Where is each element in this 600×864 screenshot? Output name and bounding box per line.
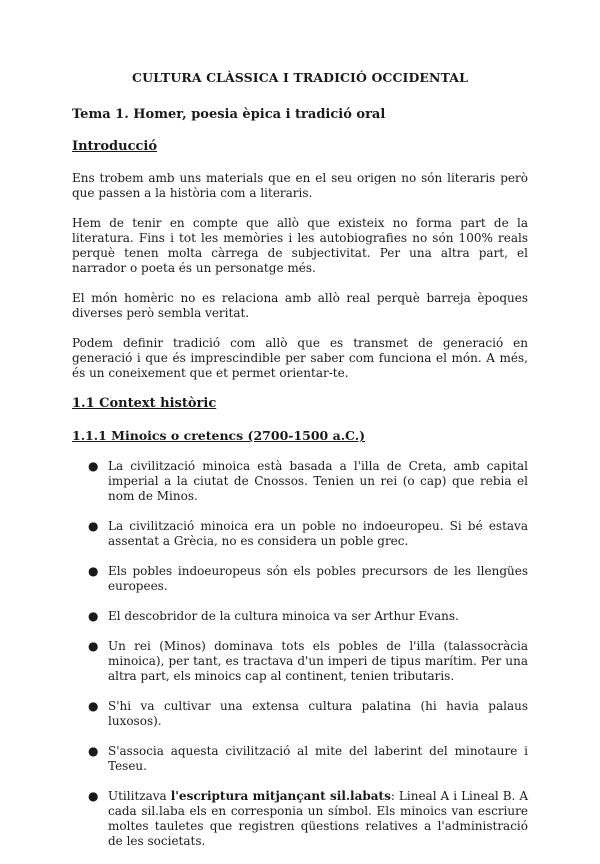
list-item-text: Els pobles indoeuropeus són els pobles precursors de les llengües europees. <box>108 564 528 593</box>
intro-paragraph: Podem definir tradició com allò que es transmet de generació en generació i que és imprescindible per saber com funciona el món. A més, és un coneixement que et permet orientar-te. <box>72 336 528 380</box>
bullet-icon: ● <box>88 639 99 653</box>
intro-paragraph: Ens trobem amb uns materials que en el seu origen no són literaris però que passen a la història com a literaris. <box>72 171 528 200</box>
bullet-icon: ● <box>88 744 99 758</box>
list-item <box>72 519 528 549</box>
bullet-icon: ● <box>88 789 99 803</box>
list-item-text: Un rei (Minos) dominava tots els pobles de l'illa (talassocràcia minoica), per tant, es tractava d'un imperi de tipus marítim. Per una altra part, els minoics cap al continent, tenien tributaris. <box>108 639 528 683</box>
document-title: CULTURA CLÀSSICA I TRADICIÓ OCCIDENTAL <box>132 70 468 85</box>
document-page <box>72 64 528 864</box>
bullet-list <box>72 459 528 849</box>
bullet-icon: ● <box>88 459 99 473</box>
topic-heading: Tema 1. Homer, poesia èpica i tradició oral <box>72 107 386 122</box>
bullet-icon: ● <box>88 609 99 623</box>
section-heading: 1.1 Context històric <box>72 396 217 411</box>
list-item-bold-term: l'escriptura mitjançant sil.labats <box>170 789 391 803</box>
list-item <box>72 564 528 594</box>
intro-paragraph: El món homèric no es relaciona amb allò real perquè barreja èpoques diverses però sembla veritat. <box>72 291 528 320</box>
bullet-icon: ● <box>88 564 99 578</box>
subsection-heading: 1.1.1 Minoics o cretencs (2700-1500 a.C.) <box>72 428 366 443</box>
intro-paragraph: Hem de tenir en compte que allò que existeix no forma part de la literatura. Fins i tot les memòries i les autobiografies no són 100% reals perquè tenen molta càrrega de subjectivitat. Per una altra part, el narrador o poeta és un personatge més. <box>72 216 528 275</box>
bullet-icon: ● <box>88 519 99 533</box>
list-item-text: S'associa aquesta civilització al mite del laberint del minotaure i Teseu. <box>108 744 528 773</box>
list-item <box>72 699 528 729</box>
list-item <box>72 459 528 504</box>
list-item-text: La civilització minoica està basada a l'illa de Creta, amb capital imperial a la ciutat de Cnossos. Tenien un rei (o cap) que rebia el nom de Minos. <box>108 459 528 503</box>
list-item <box>72 789 528 849</box>
list-item <box>72 639 528 684</box>
list-item-text: La civilització minoica era un poble no indoeuropeu. Si bé estava assentat a Grècia, no es considera un poble grec. <box>108 519 528 548</box>
intro-heading: Introducció <box>72 139 158 154</box>
list-item-text: S'hi va cultivar una extensa cultura palatina (hi havia palaus luxosos). <box>108 699 528 728</box>
list-item-rest: : Lineal A i Lineal B. A cada sil.laba els en corresponia un símbol. Els minoics van escriure moltes tauletes que registren qüestions relatives a l'administració de les societats. <box>108 789 529 848</box>
list-item-text: El descobridor de la cultura minoica va ser Arthur Evans. <box>108 609 459 623</box>
list-item <box>72 744 528 774</box>
bullet-icon: ● <box>88 699 99 713</box>
list-item <box>72 609 528 624</box>
list-item-prefix: Utilitzava <box>108 789 171 803</box>
